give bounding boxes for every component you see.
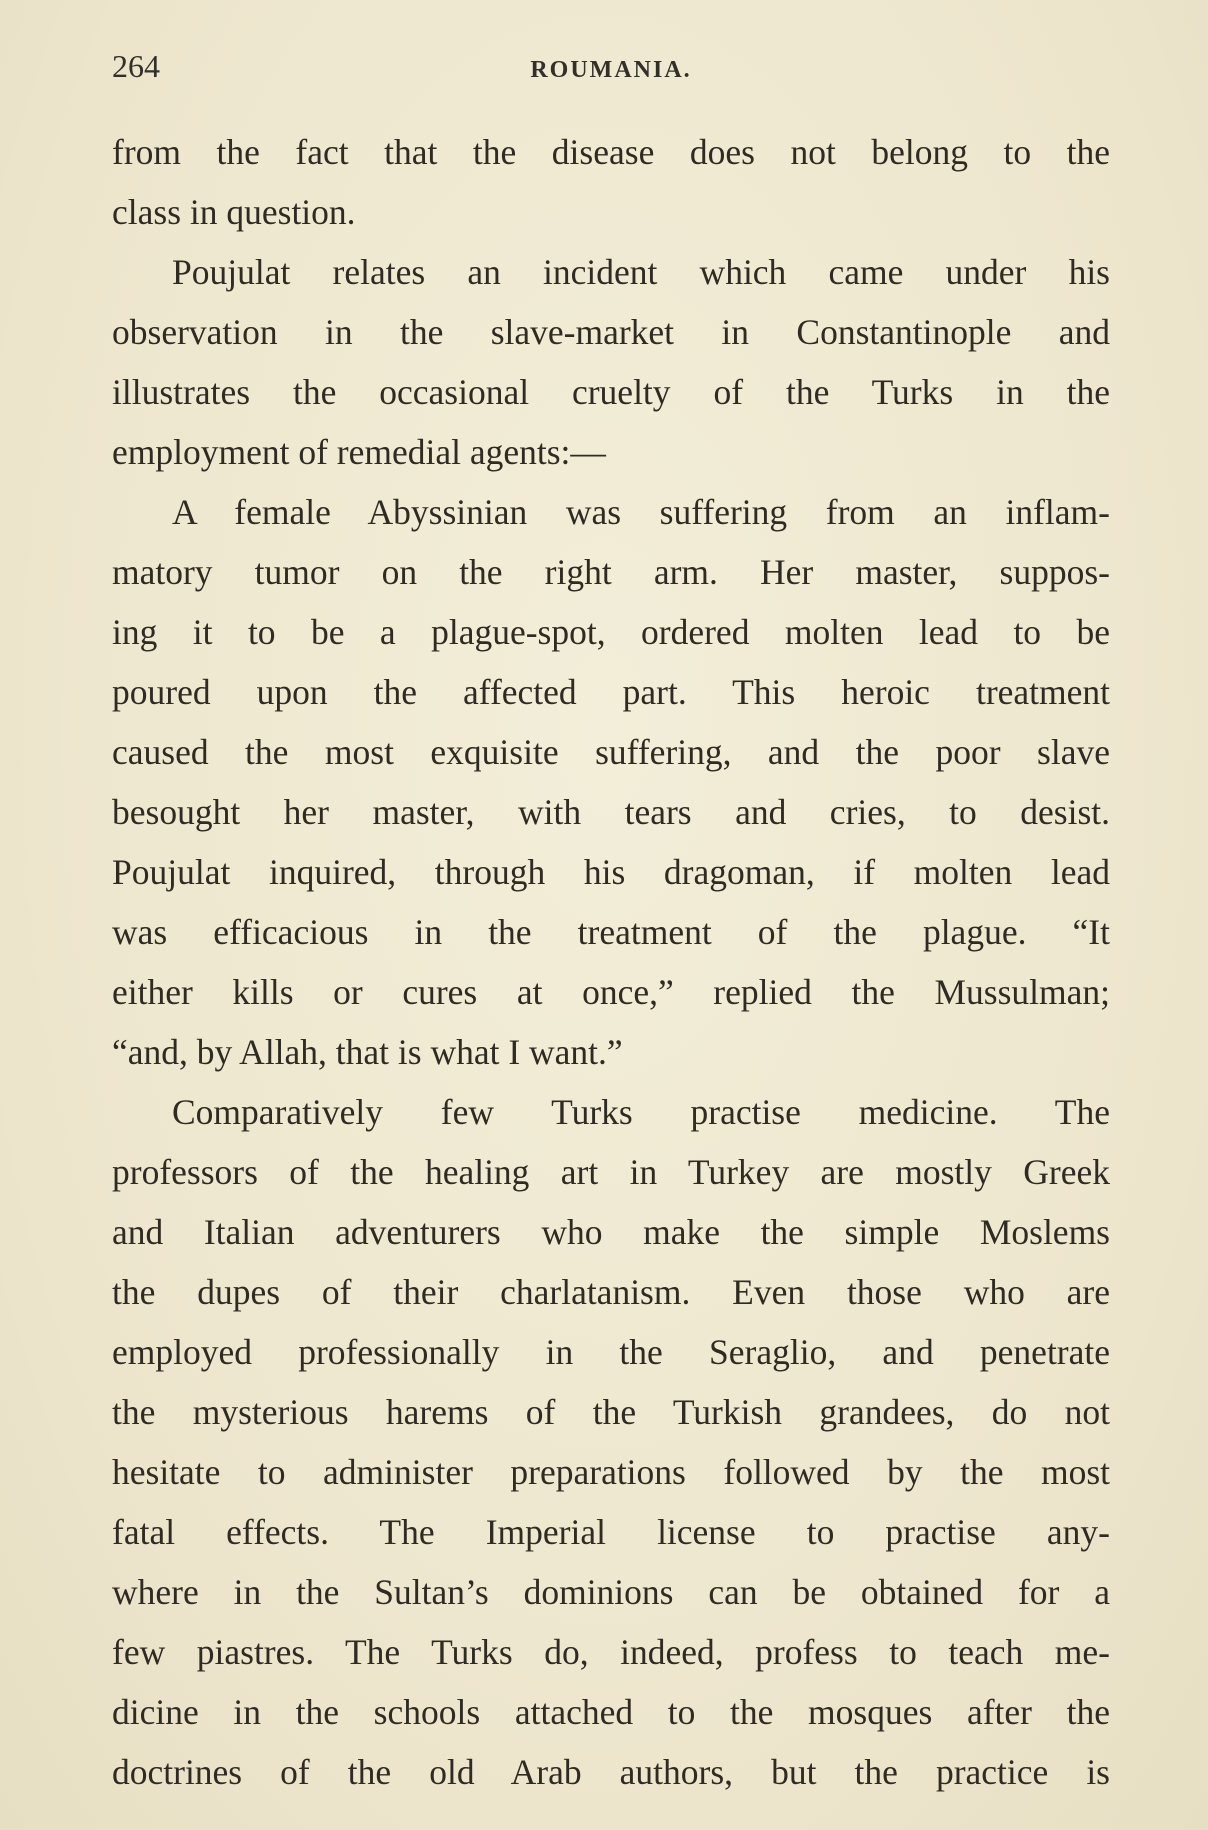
text-line: poured upon the affected part. This heroic treatment <box>112 672 1110 712</box>
text-line: the mysterious harems of the Turkish grandees, do not <box>112 1392 1110 1432</box>
body-text <box>112 122 1110 1802</box>
text-line: matory tumor on the right arm. Her master, suppos- <box>112 552 1110 592</box>
text-line: hesitate to administer preparations followed by the most <box>112 1452 1110 1492</box>
running-head <box>112 40 1110 92</box>
text-line: observation in the slave-market in Constantinople and <box>112 312 1110 352</box>
text-line: employed professionally in the Seraglio, and penetrate <box>112 1332 1110 1372</box>
text-line: A female Abyssinian was suffering from an inflam- <box>172 492 1110 532</box>
text-line: dicine in the schools attached to the mosques after the <box>112 1692 1110 1732</box>
text-line: doctrines of the old Arab authors, but the practice is <box>112 1752 1110 1792</box>
text-line: few piastres. The Turks do, indeed, profess to teach me- <box>112 1632 1110 1672</box>
text-line: caused the most exquisite suffering, and the poor slave <box>112 732 1110 772</box>
text-line: fatal effects. The Imperial license to practise any- <box>112 1512 1110 1552</box>
text-line: “and, by Allah, that is what I want.” <box>112 1032 623 1072</box>
text-line: was efficacious in the treatment of the plague. “It <box>112 912 1110 952</box>
text-line: professors of the healing art in Turkey are mostly Greek <box>112 1152 1110 1192</box>
text-line: Comparatively few Turks practise medicine. The <box>172 1092 1110 1132</box>
page-number: 264 <box>112 48 160 84</box>
text-line: where in the Sultan’s dominions can be obtained for a <box>112 1572 1110 1612</box>
text-line: Poujulat relates an incident which came under his <box>172 252 1110 292</box>
text-line: besought her master, with tears and cries, to desist. <box>112 792 1110 832</box>
text-line: illustrates the occasional cruelty of the Turks in the <box>112 372 1110 412</box>
text-line: ing it to be a plague-spot, ordered molten lead to be <box>112 612 1110 652</box>
text-line: Poujulat inquired, through his dragoman, if molten lead <box>112 852 1110 892</box>
running-title: ROUMANIA. <box>530 57 692 83</box>
text-line: employment of remedial agents:— <box>112 432 606 472</box>
text-line: from the fact that the disease does not belong to the <box>112 132 1110 172</box>
text-line: and Italian adventurers who make the simple Moslems <box>112 1212 1110 1252</box>
text-line: either kills or cures at once,” replied the Mussulman; <box>112 972 1110 1012</box>
text-line: class in question. <box>112 192 356 232</box>
text-line: the dupes of their charlatanism. Even those who are <box>112 1272 1110 1312</box>
